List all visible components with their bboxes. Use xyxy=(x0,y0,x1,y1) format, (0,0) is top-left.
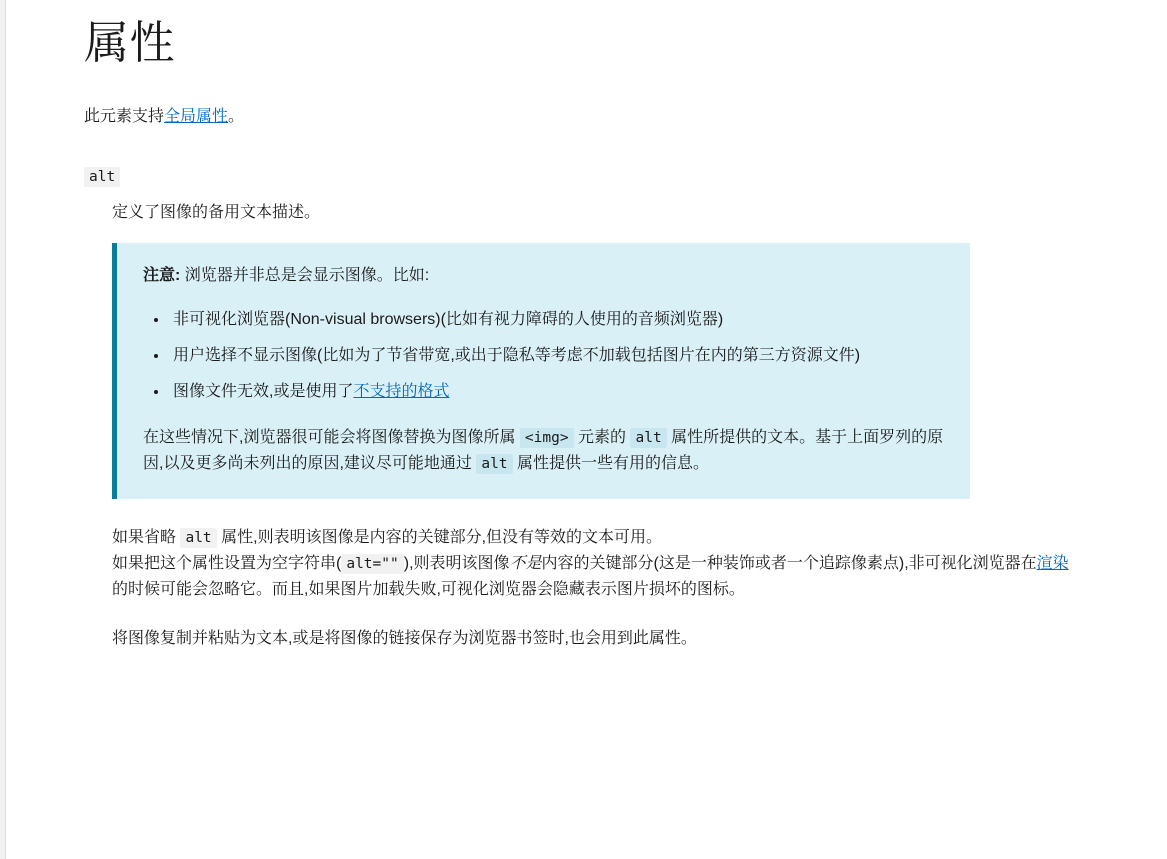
attribute-name-alt: alt xyxy=(84,167,120,187)
note-lead xyxy=(143,263,946,289)
omit-alt-paragraph xyxy=(112,525,1084,551)
attribute-description: 定义了图像的备用文本描述。 xyxy=(112,203,321,221)
page-title: 属性 xyxy=(84,18,176,68)
empty-text-3: 内容的关键部分(这是一种装饰或者一个追踪像素点),非可视化浏览器在 xyxy=(541,554,1037,572)
code-img-tag: <img> xyxy=(520,428,574,448)
code-alt-empty: alt="" xyxy=(341,554,403,574)
note-par-text-2: 元素的 xyxy=(578,428,627,446)
note-par-text-1: 在这些情况下,浏览器很可能会将图像替换为图像所属 xyxy=(143,428,516,446)
omit-text-after: 属性,则表明该图像是内容的关键部分,但没有等效的文本可用。 xyxy=(221,528,663,546)
intro-text-before: 此元素支持 xyxy=(84,107,165,125)
empty-alt-paragraph xyxy=(112,551,1084,603)
article-content xyxy=(84,0,1084,652)
code-alt-2: alt xyxy=(476,454,512,474)
note-par-text-5: 属性提供一些有用的信息。 xyxy=(517,454,710,472)
list-item xyxy=(169,379,946,405)
note-callout xyxy=(112,243,970,498)
list-item: • 非可视化浏览器(Non-visual browsers)(比如有视力障碍的人使用的音频浏览器) xyxy=(169,307,946,333)
note-par-text-3: 属性所提供的文本。 xyxy=(671,428,816,446)
note-list xyxy=(143,307,946,405)
emphasis-not: 不是 xyxy=(509,554,542,572)
empty-text-1: 如果把这个属性设置为空字符串( xyxy=(112,554,342,572)
code-alt-3: alt xyxy=(180,528,216,548)
note-paragraph xyxy=(143,425,946,477)
attribute-definition xyxy=(112,200,1084,653)
note-label: 注意: xyxy=(143,267,181,285)
global-attributes-link[interactable]: 全局属性 xyxy=(164,107,229,125)
unsupported-format-link[interactable]: 不支持的格式 xyxy=(353,382,450,400)
intro-paragraph xyxy=(84,104,1084,130)
list-item: • 用户选择不显示图像(比如为了节省带宽,或出于隐私等考虑不加载包括图片在内的第三方资源文件) xyxy=(169,343,946,369)
code-alt-1: alt xyxy=(630,428,666,448)
intro-text-after: 。 xyxy=(228,107,245,125)
copy-paste-paragraph: 将图像复制并粘贴为文本,或是将图像的链接保存为浏览器书签时,也会用到此属性。 xyxy=(112,630,697,648)
omit-text-before: 如果省略 xyxy=(112,528,177,546)
empty-text-2: ),则表明该图像 xyxy=(403,554,510,572)
attribute-notes xyxy=(112,525,1084,653)
empty-text-4: 的时候可能会忽略它。而且,如果图片加载失败,可视化浏览器会隐藏表示图片损坏的图标。 xyxy=(112,580,745,598)
render-link[interactable]: 渲染 xyxy=(1036,554,1069,572)
note-par-text-4: 基于上面罗列的原因,以及更多尚未列出的原因,建议尽可能地通过 xyxy=(143,428,944,472)
page-left-rail xyxy=(0,0,6,859)
note-lead-text: 浏览器并非总是会显示图像。比如: xyxy=(184,267,430,285)
list-item-text: 图像文件无效,或是使用了 xyxy=(173,382,354,400)
attribute-term xyxy=(84,168,1084,186)
